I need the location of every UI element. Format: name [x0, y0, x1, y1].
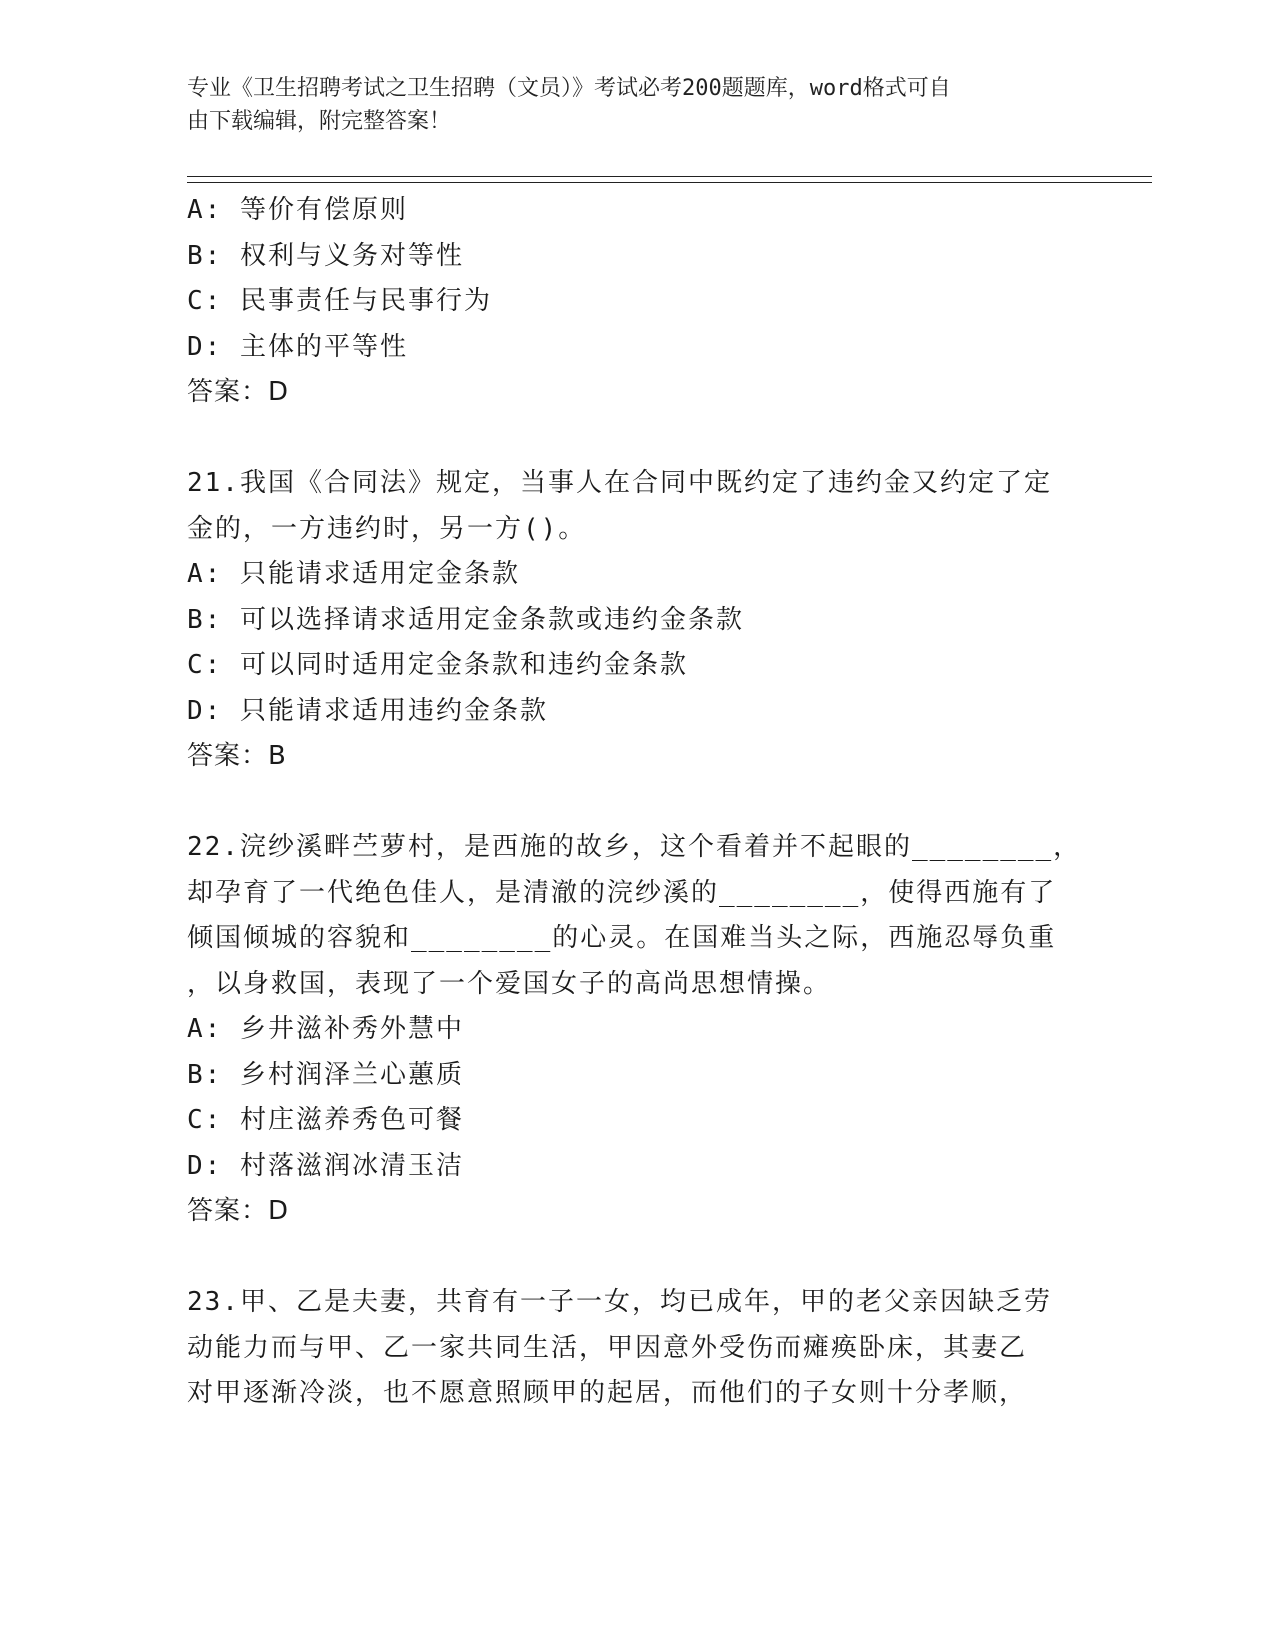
q20-option-a: A: 等价有偿原则 — [187, 195, 408, 225]
q21-answer: 答案：B — [187, 741, 287, 771]
q22-answer: 答案：D — [187, 1196, 290, 1226]
q22-option-a: A: 乡井滋补秀外慧中 — [187, 1014, 464, 1044]
header-divider-bottom — [187, 182, 1152, 183]
q20-option-b: B: 权利与义务对等性 — [187, 240, 464, 271]
header-line-1: 专业《卫生招聘考试之卫生招聘（文员）》考试必考200题题库，word格式可自 — [187, 76, 951, 101]
spacer — [187, 1235, 1087, 1281]
q22-option-d: D: 村落滋润冰清玉洁 — [187, 1150, 464, 1181]
q20-option-d: D: 主体的平等性 — [187, 331, 408, 362]
q21-option-a: A: 只能请求适用定金条款 — [187, 559, 520, 589]
q22-stem-line-2: 却孕育了一代绝色佳人，是清澈的浣纱溪的________，使得西施有了 — [187, 877, 1057, 908]
question-list — [187, 188, 1087, 1417]
q21-option-c: C: 可以同时适用定金条款和违约金条款 — [187, 650, 688, 680]
q22-option-c: C: 村庄滋养秀色可餐 — [187, 1105, 464, 1135]
q21-option-b: B: 可以选择请求适用定金条款或违约金条款 — [187, 604, 744, 635]
q21-stem-line-1: 21.我国《合同法》规定，当事人在合同中既约定了违约金又约定了定 — [187, 468, 1052, 498]
q22-stem-line-4: ，以身救国，表现了一个爱国女子的高尚思想情操。 — [187, 968, 832, 999]
page-header — [187, 72, 1067, 138]
q20-option-c: C: 民事责任与民事行为 — [187, 286, 492, 316]
spacer — [187, 780, 1087, 826]
q21-option-d: D: 只能请求适用违约金条款 — [187, 695, 548, 726]
q23-stem-line-3: 对甲逐渐冷淡，也不愿意照顾甲的起居，而他们的子女则十分孝顺， — [187, 1378, 1028, 1408]
q22-stem-line-1: 22.浣纱溪畔苎萝村，是西施的故乡，这个看着并不起眼的________， — [187, 832, 1082, 862]
q22-option-b: B: 乡村润泽兰心蕙质 — [187, 1059, 464, 1090]
q21-stem-line-2: 金的，一方违约时，另一方()。 — [187, 513, 587, 544]
header-divider-top — [187, 176, 1152, 177]
q20-answer: 答案：D — [187, 377, 290, 407]
header-line-2: 由下载编辑，附完整答案！ — [187, 109, 452, 134]
spacer — [187, 416, 1087, 462]
q23-stem-line-1: 23.甲、乙是夫妻，共育有一子一女，均已成年，甲的老父亲因缺乏劳 — [187, 1287, 1052, 1317]
q22-stem-line-3: 倾国倾城的容貌和________的心灵。在国难当头之际，西施忍辱负重 — [187, 923, 1057, 953]
q23-stem-line-2: 动能力而与甲、乙一家共同生活，甲因意外受伤而瘫痪卧床，其妻乙 — [187, 1332, 1028, 1363]
